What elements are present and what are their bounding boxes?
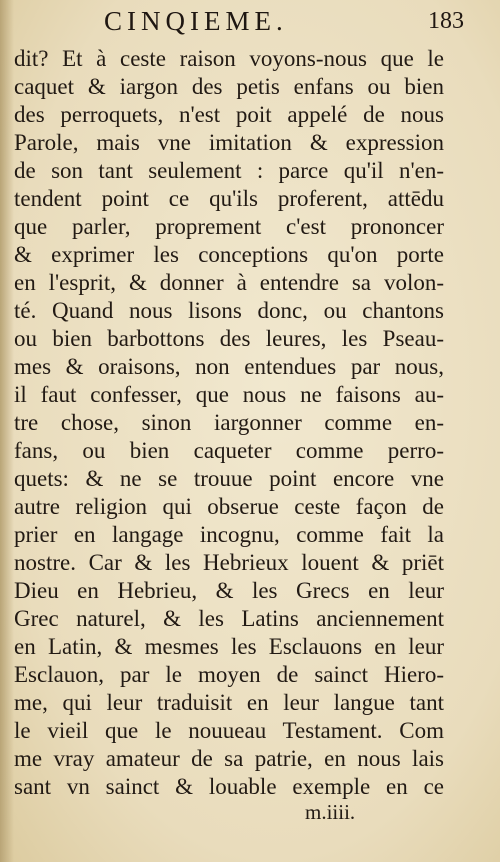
text-line: quets: & ne se trouue point encore vne xyxy=(14,466,444,491)
text-line: il faut confesser, que nous ne faisons au- xyxy=(14,382,444,407)
text-line: en l'esprit, & donner à entendre sa volon- xyxy=(14,270,444,295)
text-line: mes & oraisons, non entendues par nous, xyxy=(14,354,444,379)
text-line: Dieu en Hebrieu, & les Grecs en leur xyxy=(14,578,444,603)
text-line: fans, ou bien caqueter comme perro- xyxy=(14,438,444,463)
running-head: CINQIEME. xyxy=(104,6,288,36)
text-line: Parole, mais vne imitation & expression xyxy=(14,130,444,155)
text-line: Grec naturel, & les Latins anciennement xyxy=(14,606,444,631)
text-line: me, qui leur traduisit en leur langue tant xyxy=(14,690,444,715)
text-line: me vray amateur de sa patrie, en nous lais xyxy=(14,746,444,771)
text-line: le vieil que le nouueau Testament. Com xyxy=(14,718,444,743)
text-line: de son tant seulement : parce qu'il n'en- xyxy=(14,158,444,183)
page-gutter-shadow xyxy=(0,0,14,862)
text-line: des perroquets, n'est poit appelé de nous xyxy=(14,102,444,127)
text-line: & exprimer les conceptions qu'on porte xyxy=(14,242,444,267)
signature-mark: m.iiii. xyxy=(305,800,356,824)
text-line: prier en langage incognu, comme fait la xyxy=(14,522,444,547)
page-header xyxy=(0,6,500,40)
text-line: ou bien barbottons des leures, les Pseau- xyxy=(14,326,444,351)
text-line: nostre. Car & les Hebrieux louent & priēt xyxy=(14,550,444,575)
text-line: en Latin, & mesmes les Esclauons en leur xyxy=(14,634,444,659)
page-number: 183 xyxy=(428,8,464,34)
text-line: dit? Et à ceste raison voyons-nous que le xyxy=(14,46,444,71)
text-line: tre chose, sinon iargonner comme en- xyxy=(14,410,444,435)
text-line: caquet & iargon des petis enfans ou bien xyxy=(14,74,444,99)
text-line: té. Quand nous lisons donc, ou chantons xyxy=(14,298,444,323)
text-line: Esclauon, par le moyen de sainct Hiero- xyxy=(14,662,444,687)
text-line: sant vn sainct & louable exemple en ce xyxy=(14,774,444,799)
text-line: tendent point ce qu'ils proferent, attēdu xyxy=(14,186,444,211)
text-line: que parler, proprement c'est prononcer xyxy=(14,214,444,239)
text-line: autre religion qui obserue ceste façon de xyxy=(14,494,444,519)
